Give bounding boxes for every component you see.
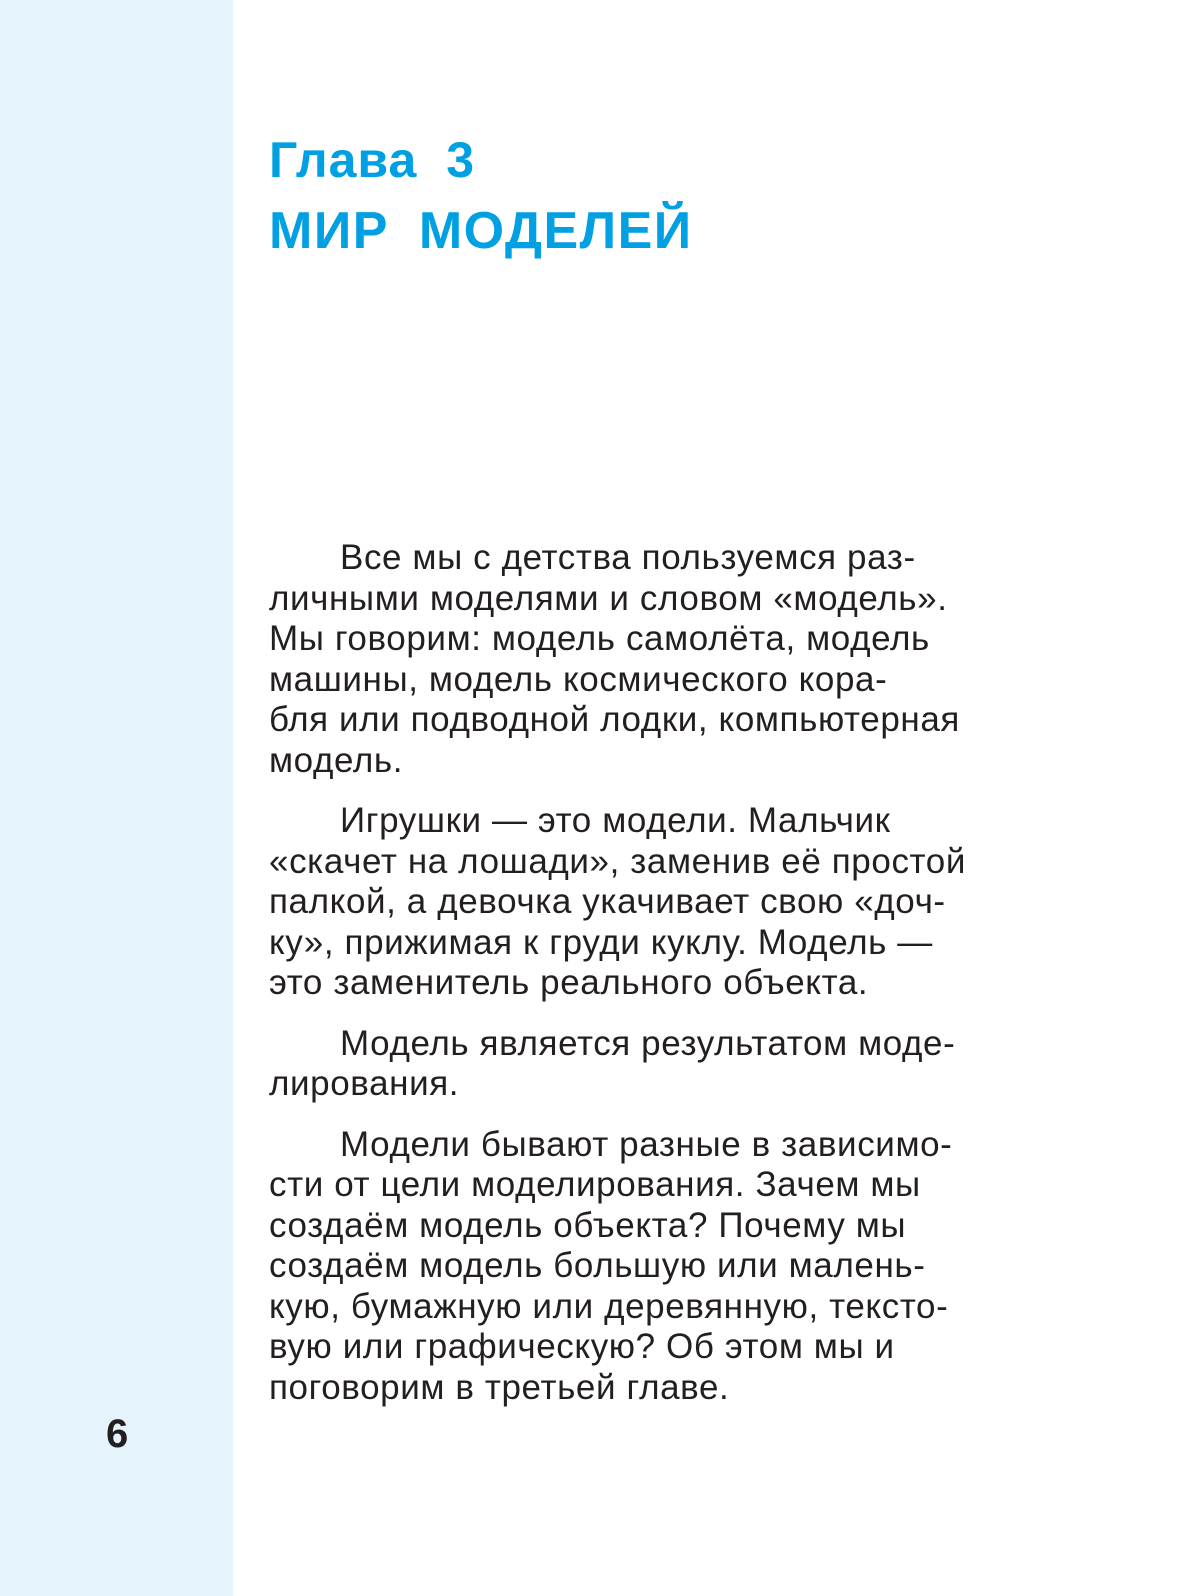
text-line: Модели бывают разные в зависимо- (340, 1124, 953, 1164)
text-line: личными моделями и словом «модель». (269, 578, 948, 618)
body-text (269, 538, 1081, 1428)
text-line: это заменитель реального объекта. (269, 963, 869, 1002)
text-line: вую или графическую? Об этом мы и (269, 1327, 895, 1366)
text-line: ку», прижимая к груди куклу. Модель — (269, 922, 933, 962)
page-number: 6 (106, 1412, 129, 1456)
text-line: бля или подводной лодки, компьютерная (269, 700, 960, 739)
text-line: создаём модель объекта? Почему мы (269, 1205, 907, 1245)
text-line: «скачет на лошади», заменив её простой (269, 841, 966, 881)
side-margin-strip (0, 0, 233, 1596)
text-line: Мы говорим: модель самолёта, модель (269, 619, 930, 658)
chapter-label: Глава 3 (269, 132, 476, 188)
text-line: модель. (269, 740, 404, 780)
text-line: машины, модель космического кора- (269, 659, 888, 699)
text-line: Все мы с детства пользуемся раз- (340, 538, 916, 577)
text-line: кую, бумажную или деревянную, тексто- (269, 1286, 949, 1326)
text-line: поговорим в третьей главе. (269, 1367, 730, 1407)
paragraph-4 (269, 1125, 1081, 1409)
chapter-heading (269, 132, 693, 260)
chapter-title: МИР МОДЕЛЕЙ (269, 202, 693, 260)
paragraph-1 (269, 538, 1081, 781)
text-line: лирования. (269, 1064, 460, 1103)
text-line: палкой, а девочка укачивает свою «доч- (269, 882, 946, 921)
paragraph-2 (269, 801, 1081, 1004)
text-line: сти от цели моделирования. Зачем мы (269, 1165, 921, 1204)
paragraph-3 (269, 1024, 1081, 1105)
text-line: создаём модель большую или малень- (269, 1246, 926, 1285)
text-line: Игрушки — это модели. Мальчик (340, 801, 891, 840)
text-line: Модель является результатом моде- (340, 1023, 956, 1063)
